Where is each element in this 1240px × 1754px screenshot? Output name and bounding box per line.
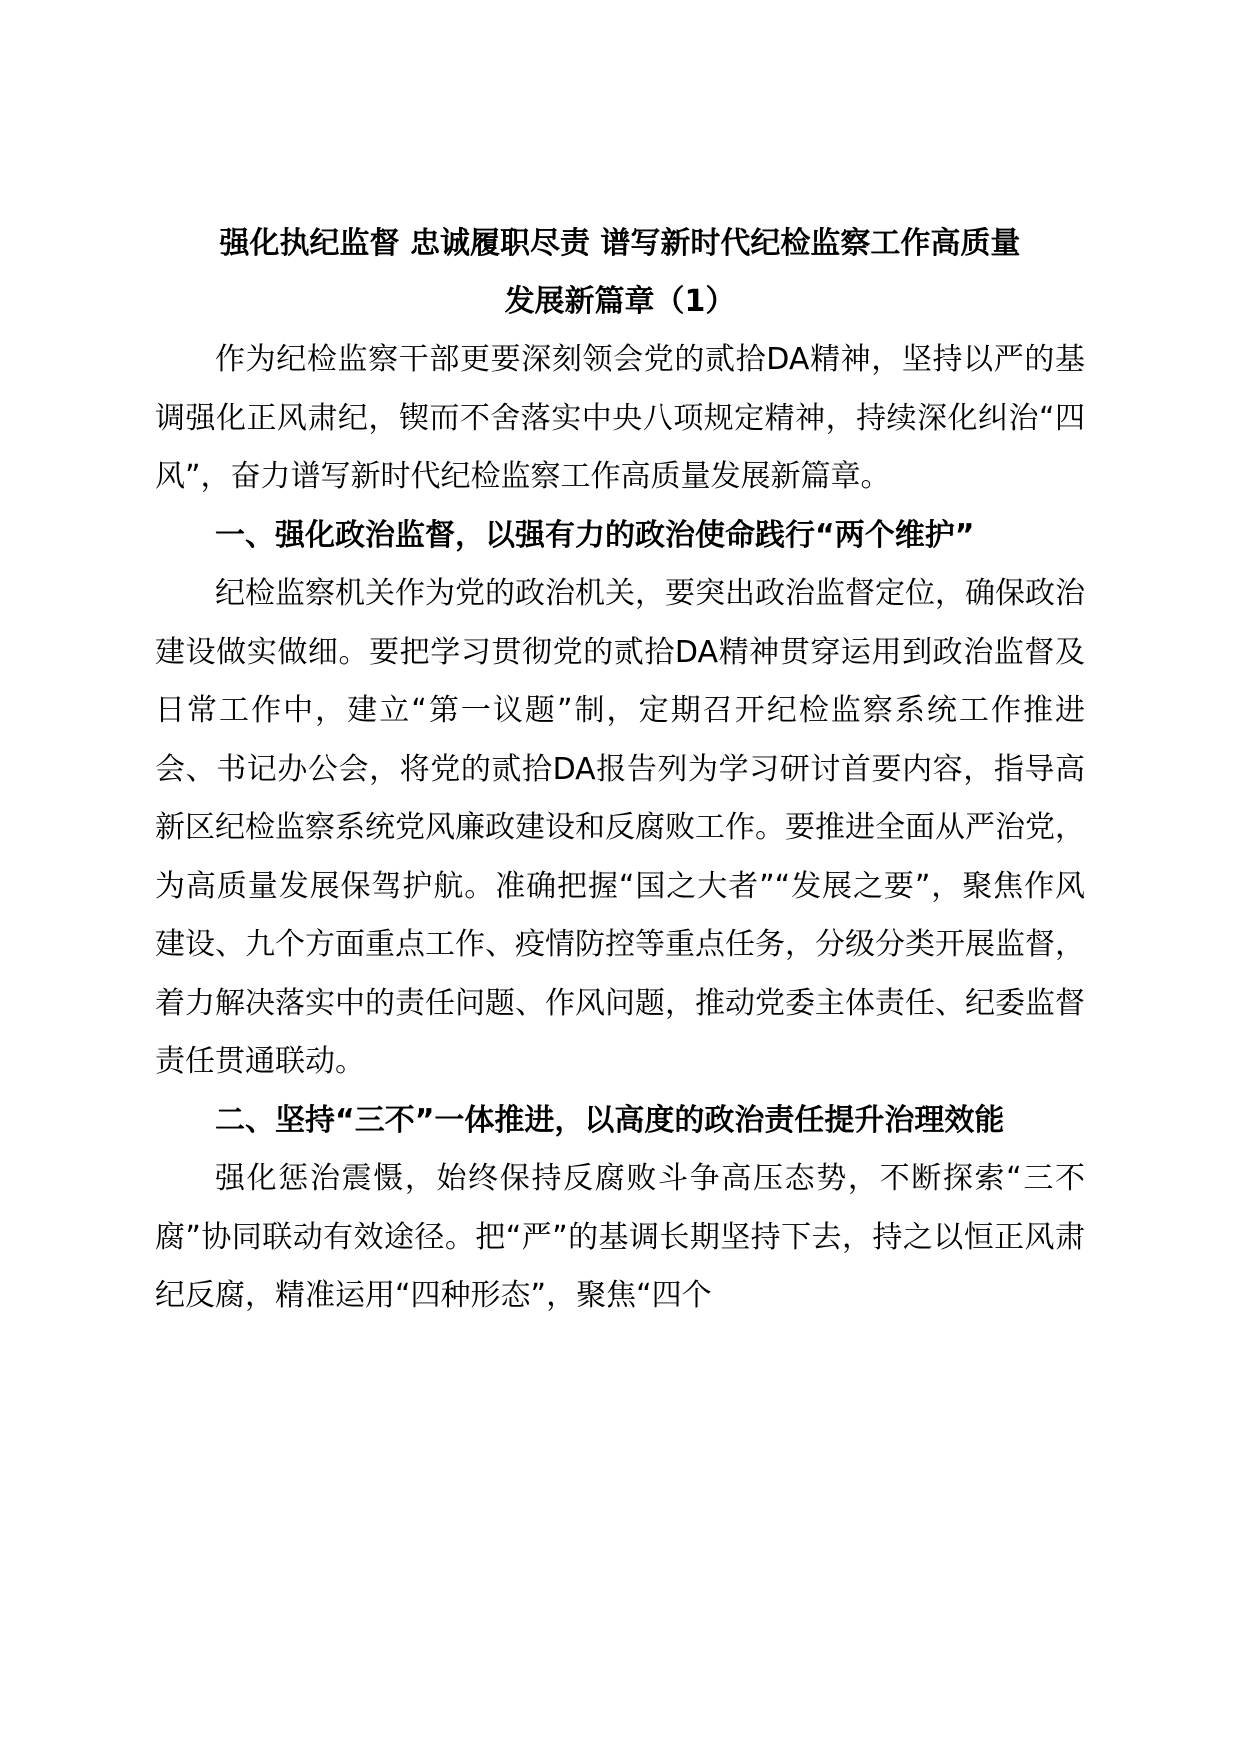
section-heading-1: 一、强化政治监督，以强有力的政治使命践行“两个维护” <box>215 517 975 553</box>
intro-paragraph: 作为纪检监察干部更要深刻领会党的贰拾DA精神，坚持以严的基调强化正风肃纪，锲而不舍落实中央八项规定精神，持续深化纠治“四风”，奋力谱写新时代纪检监察工作高质量发展新篇章。 <box>155 342 1085 494</box>
section-body-2: 强化惩治震慑，始终保持反腐败斗争高压态势，不断探索“三不腐”协同联动有效途径。把“严”的基调长期坚持下去，持之以恒正风肃纪反腐，精准运用“四种形态”，聚焦“四个 <box>155 1161 1085 1313</box>
section-body-1: 纪检监察机关作为党的政治机关，要突出政治监督定位，确保政治建设做实做细。要把学习贯彻党的贰拾DA精神贯穿运用到政治监督及日常工作中，建立“第一议题”制，定期召开纪检监察系统工作推进会、书记办公会，将党的贰拾DA报告列为学习研讨首要内容，指导高新区纪检监察系统党风廉政建设和反腐败工作。要推进全面从严治党，为高质量发展保驾护航。准确把握“国之大者”“发展之要”，聚焦作风建设、九个方面重点工作、疫情防控等重点任务，分级分类开展监督，着力解决落实中的责任问题、作风问题，推动党委主体责任、纪委监督责任贯通联动。 <box>155 576 1085 1079</box>
document-page <box>155 215 1085 1326</box>
document-title <box>155 215 1085 331</box>
section-heading-2: 二、坚持“三不”一体推进，以高度的政治责任提升治理效能 <box>215 1102 1005 1138</box>
document-title-line-2: 发展新篇章（1） <box>504 284 736 319</box>
document-title-line-1: 强化执纪监督 忠诚履职尽责 谱写新时代纪检监察工作高质量 <box>219 226 1021 261</box>
